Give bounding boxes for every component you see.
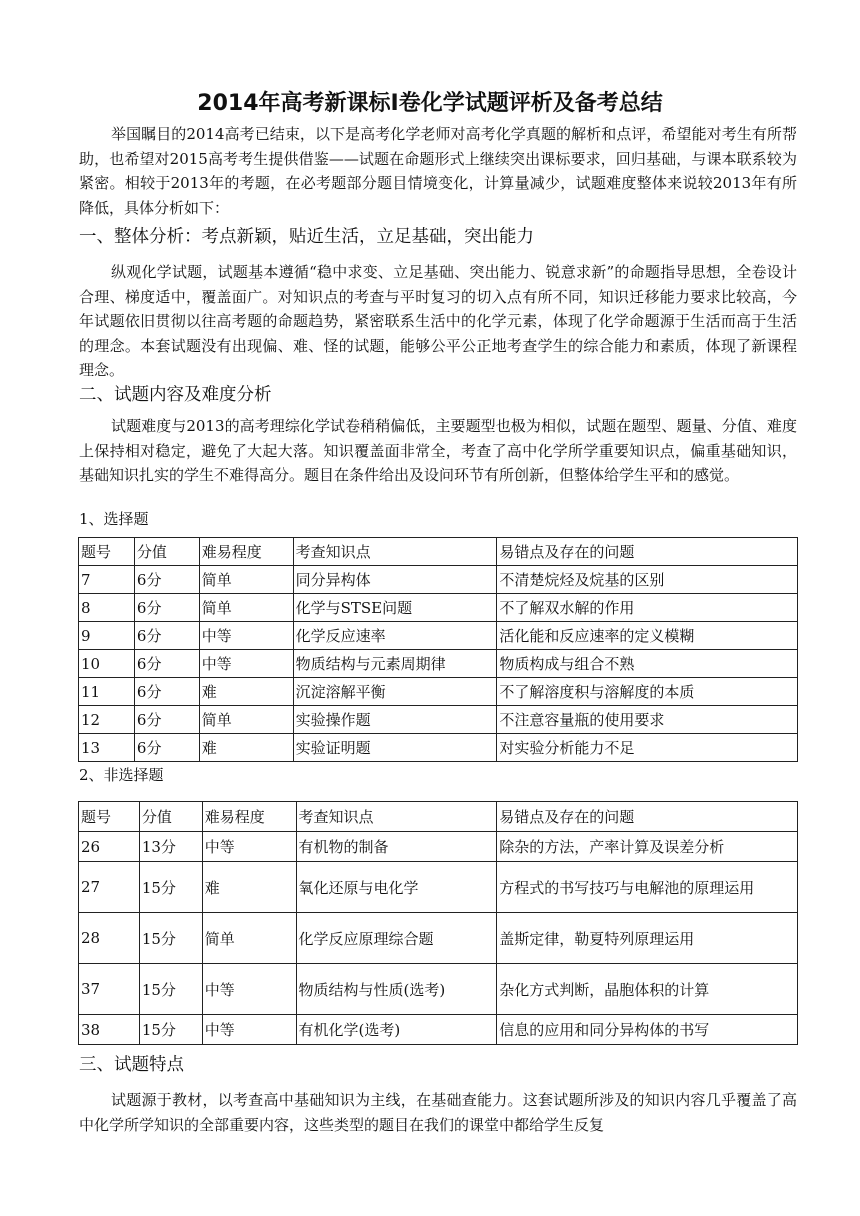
table-cell: 6分 — [134, 706, 199, 734]
header-cell: 考查知识点 — [296, 802, 497, 832]
table-cell: 信息的应用和同分异构体的书写 — [497, 1015, 798, 1045]
table-cell: 13 — [79, 734, 135, 762]
table-row — [79, 832, 798, 862]
header-cell: 易错点及存在的问题 — [497, 538, 798, 566]
table-cell: 对实验分析能力不足 — [497, 734, 798, 762]
table-cell: 38 — [79, 1015, 140, 1045]
table-row — [79, 862, 798, 913]
table-row — [79, 706, 798, 734]
table-cell: 同分异构体 — [293, 566, 497, 594]
table-cell: 难 — [202, 862, 296, 913]
table-cell: 实验证明题 — [293, 734, 497, 762]
table-cell: 6分 — [134, 650, 199, 678]
header-cell: 考查知识点 — [293, 538, 497, 566]
table-cell: 物质结构与元素周期律 — [293, 650, 497, 678]
table-cell: 中等 — [202, 1015, 296, 1045]
header-cell: 分值 — [139, 802, 202, 832]
table-cell: 不了解双水解的作用 — [497, 594, 798, 622]
table-cell: 6分 — [134, 678, 199, 706]
table-cell: 方程式的书写技巧与电解池的原理运用 — [497, 862, 798, 913]
section1-heading: 一、整体分析：考点新颖，贴近生活，立足基础，突出能力 — [79, 227, 534, 247]
table-cell: 15分 — [139, 964, 202, 1015]
table-cell: 6分 — [134, 622, 199, 650]
section2-heading: 二、试题内容及难度分析 — [79, 385, 272, 405]
table-cell: 中等 — [202, 964, 296, 1015]
table-row — [79, 594, 798, 622]
section3-paragraph: 试题源于教材，以考查高中基础知识为主线，在基础查能力。这套试题所涉及的知识内容几乎覆盖了高中化学所学知识的全部重要内容，这些类型的题目在我们的课堂中都给学生反复 — [79, 1091, 797, 1134]
table-row — [79, 964, 798, 1015]
non-choice-table — [78, 801, 798, 1045]
table-cell: 氧化还原与电化学 — [296, 862, 497, 913]
table-cell: 物质结构与性质(选考) — [296, 964, 497, 1015]
table-row — [79, 566, 798, 594]
table-cell: 15分 — [139, 862, 202, 913]
table-cell: 沉淀溶解平衡 — [293, 678, 497, 706]
table-cell: 27 — [79, 862, 140, 913]
table-cell: 有机化学(选考) — [296, 1015, 497, 1045]
table-cell: 简单 — [199, 706, 293, 734]
table-cell: 化学反应原理综合题 — [296, 913, 497, 964]
table-cell: 15分 — [139, 1015, 202, 1045]
table-cell: 化学反应速率 — [293, 622, 497, 650]
header-cell: 难易程度 — [199, 538, 293, 566]
header-cell: 题号 — [79, 802, 140, 832]
header-cell: 题号 — [79, 538, 135, 566]
header-cell: 易错点及存在的问题 — [497, 802, 798, 832]
table-cell: 活化能和反应速率的定义模糊 — [497, 622, 798, 650]
table-cell: 化学与STSE问题 — [293, 594, 497, 622]
table-cell: 28 — [79, 913, 140, 964]
header-cell: 难易程度 — [202, 802, 296, 832]
table-cell: 9 — [79, 622, 135, 650]
table-row — [79, 650, 798, 678]
table-cell: 37 — [79, 964, 140, 1015]
table-cell: 7 — [79, 566, 135, 594]
page-title: 2014年高考新课标Ⅰ卷化学试题评析及备考总结 — [197, 91, 663, 116]
table-cell: 不了解溶度积与溶解度的本质 — [497, 678, 798, 706]
table-cell: 盖斯定律，勒夏特列原理运用 — [497, 913, 798, 964]
table-row — [79, 734, 798, 762]
table-cell: 不注意容量瓶的使用要求 — [497, 706, 798, 734]
table-row — [79, 1015, 798, 1045]
table-cell: 13分 — [139, 832, 202, 862]
table-cell: 难 — [199, 678, 293, 706]
table-row — [79, 678, 798, 706]
table-row — [79, 913, 798, 964]
table-cell: 简单 — [199, 594, 293, 622]
table-header-row — [79, 802, 798, 832]
table-row — [79, 622, 798, 650]
table-cell: 中等 — [199, 622, 293, 650]
table-cell: 6分 — [134, 566, 199, 594]
table1-caption: 1、选择题 — [79, 510, 149, 528]
table-cell: 中等 — [202, 832, 296, 862]
section2-paragraph: 试题难度与2013的高考理综化学试卷稍稍偏低，主要题型也极为相似，试题在题型、题量、分值、难度上保持相对稳定，避免了大起大落。知识覆盖面非常全，考查了高中化学所学重要知识点，偏重基础知识，基础知识扎实的学生不难得高分。题目在条件给出及设问环节有所创新，但整体给学生平和的感觉。 — [79, 417, 797, 484]
table-header-row — [79, 538, 798, 566]
intro-paragraph: 举国瞩目的2014高考已结束，以下是高考化学老师对高考化学真题的解析和点评，希望能对考生有所帮助，也希望对2015高考考生提供借鉴——试题在命题形式上继续突出课标要求，回归基础，与课本联系较为紧密。相较于2013年的考题，在必考题部分题目情境变化，计算量减少，试题难度整体来说较2013年有所降低，具体分析如下： — [79, 125, 797, 217]
table-cell: 26 — [79, 832, 140, 862]
table-cell: 6分 — [134, 734, 199, 762]
table-cell: 杂化方式判断，晶胞体积的计算 — [497, 964, 798, 1015]
table-cell: 简单 — [199, 566, 293, 594]
section1-paragraph: 纵观化学试题，试题基本遵循“稳中求变、立足基础、突出能力、锐意求新”的命题指导思想，全卷设计合理、梯度适中，覆盖面广。对知识点的考查与平时复习的切入点有所不同，知识迁移能力要求比较高，今年试题依旧贯彻以往高考题的命题趋势，紧密联系生活中的化学元素，体现了化学命题源于生活而高于生活的理念。本套试题没有出现偏、难、怪的试题，能够公平公正地考查学生的综合能力和素质，体现了新课程理念。 — [79, 263, 797, 379]
table-cell: 不清楚烷烃及烷基的区别 — [497, 566, 798, 594]
table-cell: 15分 — [139, 913, 202, 964]
section3-heading: 三、试题特点 — [79, 1055, 184, 1075]
table-cell: 有机物的制备 — [296, 832, 497, 862]
table-cell: 实验操作题 — [293, 706, 497, 734]
table-cell: 中等 — [199, 650, 293, 678]
table-cell: 8 — [79, 594, 135, 622]
table-cell: 物质构成与组合不熟 — [497, 650, 798, 678]
table-cell: 6分 — [134, 594, 199, 622]
multiple-choice-table — [78, 537, 798, 762]
table-cell: 12 — [79, 706, 135, 734]
table-cell: 10 — [79, 650, 135, 678]
table2-caption: 2、非选择题 — [79, 766, 164, 784]
table-cell: 难 — [199, 734, 293, 762]
table-cell: 简单 — [202, 913, 296, 964]
table-cell: 除杂的方法，产率计算及误差分析 — [497, 832, 798, 862]
header-cell: 分值 — [134, 538, 199, 566]
table-cell: 11 — [79, 678, 135, 706]
